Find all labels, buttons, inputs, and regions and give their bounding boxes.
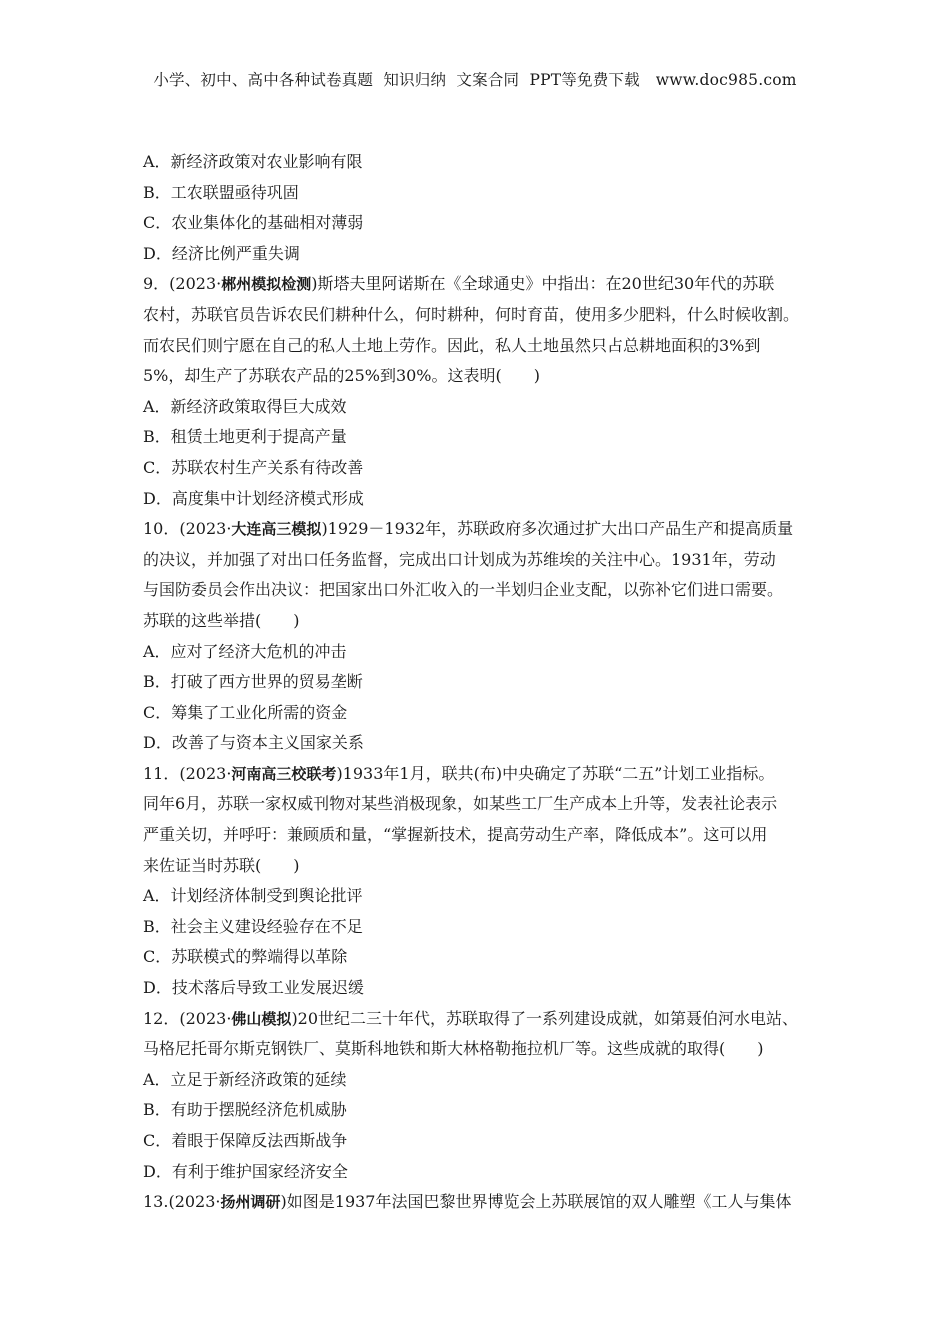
option-b: B．打破了西方世界的贸易垄断 — [143, 672, 363, 692]
option-b: B．有助于摆脱经济危机威胁 — [143, 1100, 347, 1120]
option-a: A．立足于新经济政策的延续 — [143, 1069, 347, 1089]
question-text: 5%，却生产了苏联农产品的25%到30%。这表明( ) — [143, 366, 540, 386]
option-a: A．计划经济体制受到舆论批评 — [143, 886, 363, 906]
question-text: )20世纪二三十年代，苏联取得了一系列建设成就，如第聂伯河水电站、 — [291, 1008, 799, 1028]
question-text: )1929－1932年，苏联政府多次通过扩大出口产品生产和提高质量 — [321, 519, 794, 539]
option-a: A．新经济政策取得巨大成效 — [143, 396, 347, 416]
option-d: D．高度集中计划经济模式形成 — [143, 488, 364, 508]
question-text: 与国防委员会作出决议：把国家出口外汇收入的一半划归企业支配，以弥补它们进口需要。 — [143, 580, 784, 600]
question-source: 郴州模拟检测 — [221, 275, 312, 294]
option-c: C．苏联模式的弊端得以革除 — [143, 947, 348, 967]
header-text: 小学、初中、高中各种试卷真题 知识归纳 文案合同 PPT等免费下载 — [153, 71, 640, 89]
option-d: D．改善了与资本主义国家关系 — [143, 733, 364, 753]
option-b: B．租赁土地更利于提高产量 — [143, 427, 347, 447]
option-c: C．苏联农村生产关系有待改善 — [143, 457, 364, 477]
question-text: 的决议，并加强了对出口任务监督，完成出口计划成为苏维埃的关注中心。1931年，劳动 — [143, 549, 776, 569]
question-number: 12．(2023· — [143, 1008, 232, 1028]
question-text: )如图是1937年法国巴黎世界博览会上苏联展馆的双人雕塑《工人与集体 — [280, 1192, 792, 1212]
question-text: 苏联的这些举措( ) — [143, 610, 300, 630]
question-number: 13.(2023· — [143, 1192, 221, 1212]
question-source: 扬州调研 — [220, 1193, 281, 1212]
option-d: D．有利于维护国家经济安全 — [143, 1161, 348, 1181]
header-site-link[interactable]: www.doc985.com — [655, 71, 797, 89]
question-text: 同年6月，苏联一家权威刊物对某些消极现象，如某些工厂生产成本上升等，发表社论表示 — [143, 794, 778, 814]
question-12-stem — [143, 1004, 823, 1035]
question-text: 严重关切，并呼吁：兼顾质和量，“掌握新技术，提高劳动生产率，降低成本”。这可以用 — [143, 825, 768, 845]
option-d: D．技术落后导致工业发展迟缓 — [143, 978, 364, 998]
question-source: 大连高三模拟 — [231, 520, 322, 539]
option-c: C．着眼于保障反法西斯战争 — [143, 1131, 348, 1150]
option-b: B．工农联盟亟待巩固 — [143, 182, 299, 202]
question-text: 农村，苏联官员告诉农民们耕种什么，何时耕种，何时育苗，使用多少肥料，什么时候收割。 — [143, 304, 800, 324]
question-content — [143, 147, 823, 1218]
question-number: 9．(2023· — [143, 274, 222, 294]
question-text: 马格尼托哥尔斯克钢铁厂、莫斯科地铁和斯大林格勒拖拉机厂等。这些成就的取得( ) — [143, 1039, 764, 1059]
question-text: )斯塔夫里阿诺斯在《全球通史》中指出：在20世纪30年代的苏联 — [311, 274, 775, 294]
option-a: A．新经济政策对农业影响有限 — [143, 152, 363, 171]
question-source: 佛山模拟 — [231, 1009, 292, 1028]
page-header — [0, 68, 950, 90]
question-10-stem — [143, 514, 823, 545]
option-b: B．社会主义建设经验存在不足 — [143, 916, 363, 936]
option-c: C．农业集体化的基础相对薄弱 — [143, 213, 364, 233]
option-d: D．经济比例严重失调 — [143, 243, 300, 263]
question-13-stem — [143, 1187, 823, 1218]
question-source: 河南高三校联考 — [231, 764, 337, 783]
question-number: 11．(2023· — [143, 763, 232, 783]
question-9-stem — [143, 269, 823, 300]
option-a: A．应对了经济大危机的冲击 — [143, 641, 347, 661]
option-c: C．筹集了工业化所需的资金 — [143, 702, 348, 722]
question-text: )1933年1月，联共(布)中央确定了苏联“二五”计划工业指标。 — [336, 763, 775, 783]
question-number: 10．(2023· — [143, 519, 232, 539]
question-text: 来佐证当时苏联( ) — [143, 855, 300, 875]
question-11-stem — [143, 759, 823, 790]
question-text: 而农民们则宁愿在自己的私人土地上劳作。因此，私人土地虽然只占总耕地面积的3%到 — [143, 335, 761, 355]
